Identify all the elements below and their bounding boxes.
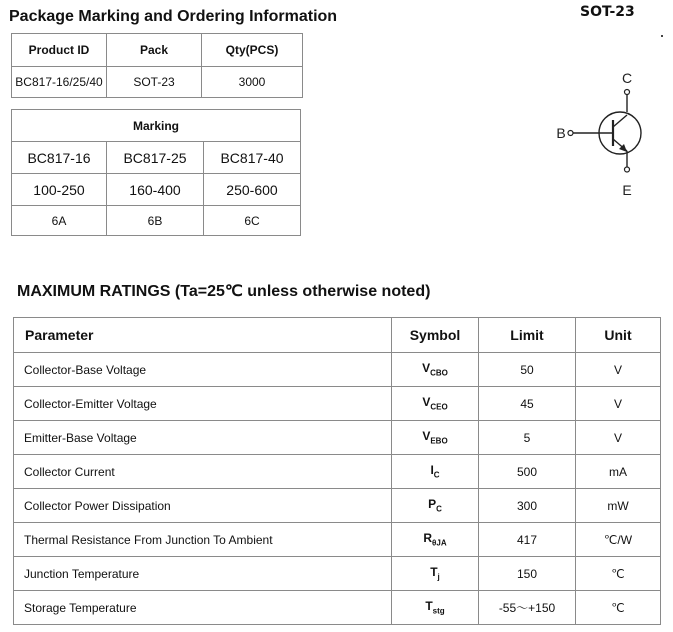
symbol-cell: $V_{CEO}$ [392,387,479,421]
header-limit: Limit [479,318,576,353]
table-row [14,557,661,591]
symbol-cell: $T_{stg}$ [392,591,479,625]
table-row [14,523,661,557]
base-label: B [556,125,566,141]
table-row [14,353,661,387]
collector-wire [613,115,627,127]
table-row [14,421,661,455]
symbol-cell: $P_C$ [392,489,479,523]
param-cell: Collector-Base Voltage [14,353,392,387]
marking-range: 160-400 [107,174,204,206]
unit-cell: V [576,353,661,387]
marking-code: 6C [204,206,301,236]
marking-range: 100-250 [12,174,107,206]
base-terminal [568,131,573,136]
ratings-title: MAXIMUM RATINGS (Ta=25℃ unless otherwise noted) [17,283,431,300]
param-cell: Collector Current [14,455,392,489]
collector-terminal [625,90,630,95]
unit-cell: mW [576,489,661,523]
unit-cell: mA [576,455,661,489]
symbol-cell: $I_C$ [392,455,479,489]
header-qty: Qty(PCS) [202,34,303,67]
collector-label: C [621,70,633,86]
param-cell: Thermal Resistance From Junction To Ambient [14,523,392,557]
marking-code: 6B [107,206,204,236]
param-cell: Collector-Emitter Voltage [14,387,392,421]
param-cell: Collector Power Dissipation [14,489,392,523]
table-row [14,591,661,625]
header-pack: Pack [107,34,202,67]
limit-cell: 50 [479,353,576,387]
package-label: SOT-23 [580,4,635,20]
unit-cell: ℃ [576,591,661,625]
ordering-table [11,33,303,98]
symbol-cell: $T_j$ [392,557,479,591]
limit-cell: 45 [479,387,576,421]
marking-title: Marking [12,110,301,142]
marking-name: BC817-25 [107,142,204,174]
symbol-cell: $V_{EBO}$ [392,421,479,455]
limit-cell: 150 [479,557,576,591]
symbol-cell: $R_{\theta JA}$ [392,523,479,557]
marking-name: BC817-16 [12,142,107,174]
unit-cell: V [576,387,661,421]
unit-cell: ℃ [576,557,661,591]
limit-cell: 5 [479,421,576,455]
header-product-id: Product ID [12,34,107,67]
header-unit: Unit [576,318,661,353]
cell-product-id: BC817-16/25/40 [12,67,107,98]
ratings-table [13,317,661,625]
stray-dot [661,35,663,37]
table-row [14,489,661,523]
limit-cell: 500 [479,455,576,489]
marking-table [11,109,301,236]
limit-cell: -55～+150 [479,591,576,625]
symbol-cell: $V_{CBO}$ [392,353,479,387]
param-cell: Storage Temperature [14,591,392,625]
npn-transistor-symbol [548,66,658,202]
marking-name: BC817-40 [204,142,301,174]
unit-cell: ℃/W [576,523,661,557]
cell-pack: SOT-23 [107,67,202,98]
emitter-label: E [622,182,632,198]
table-row [14,387,661,421]
param-cell: Emitter-Base Voltage [14,421,392,455]
limit-cell: 417 [479,523,576,557]
unit-cell: V [576,421,661,455]
param-cell: Junction Temperature [14,557,392,591]
header-parameter: Parameter [14,318,392,353]
table-row [14,455,661,489]
header-symbol: Symbol [392,318,479,353]
cell-qty: 3000 [202,67,303,98]
marking-code: 6A [12,206,107,236]
limit-cell: 300 [479,489,576,523]
marking-range: 250-600 [204,174,301,206]
page-title: Package Marking and Ordering Information [9,8,338,25]
emitter-terminal [625,167,630,172]
